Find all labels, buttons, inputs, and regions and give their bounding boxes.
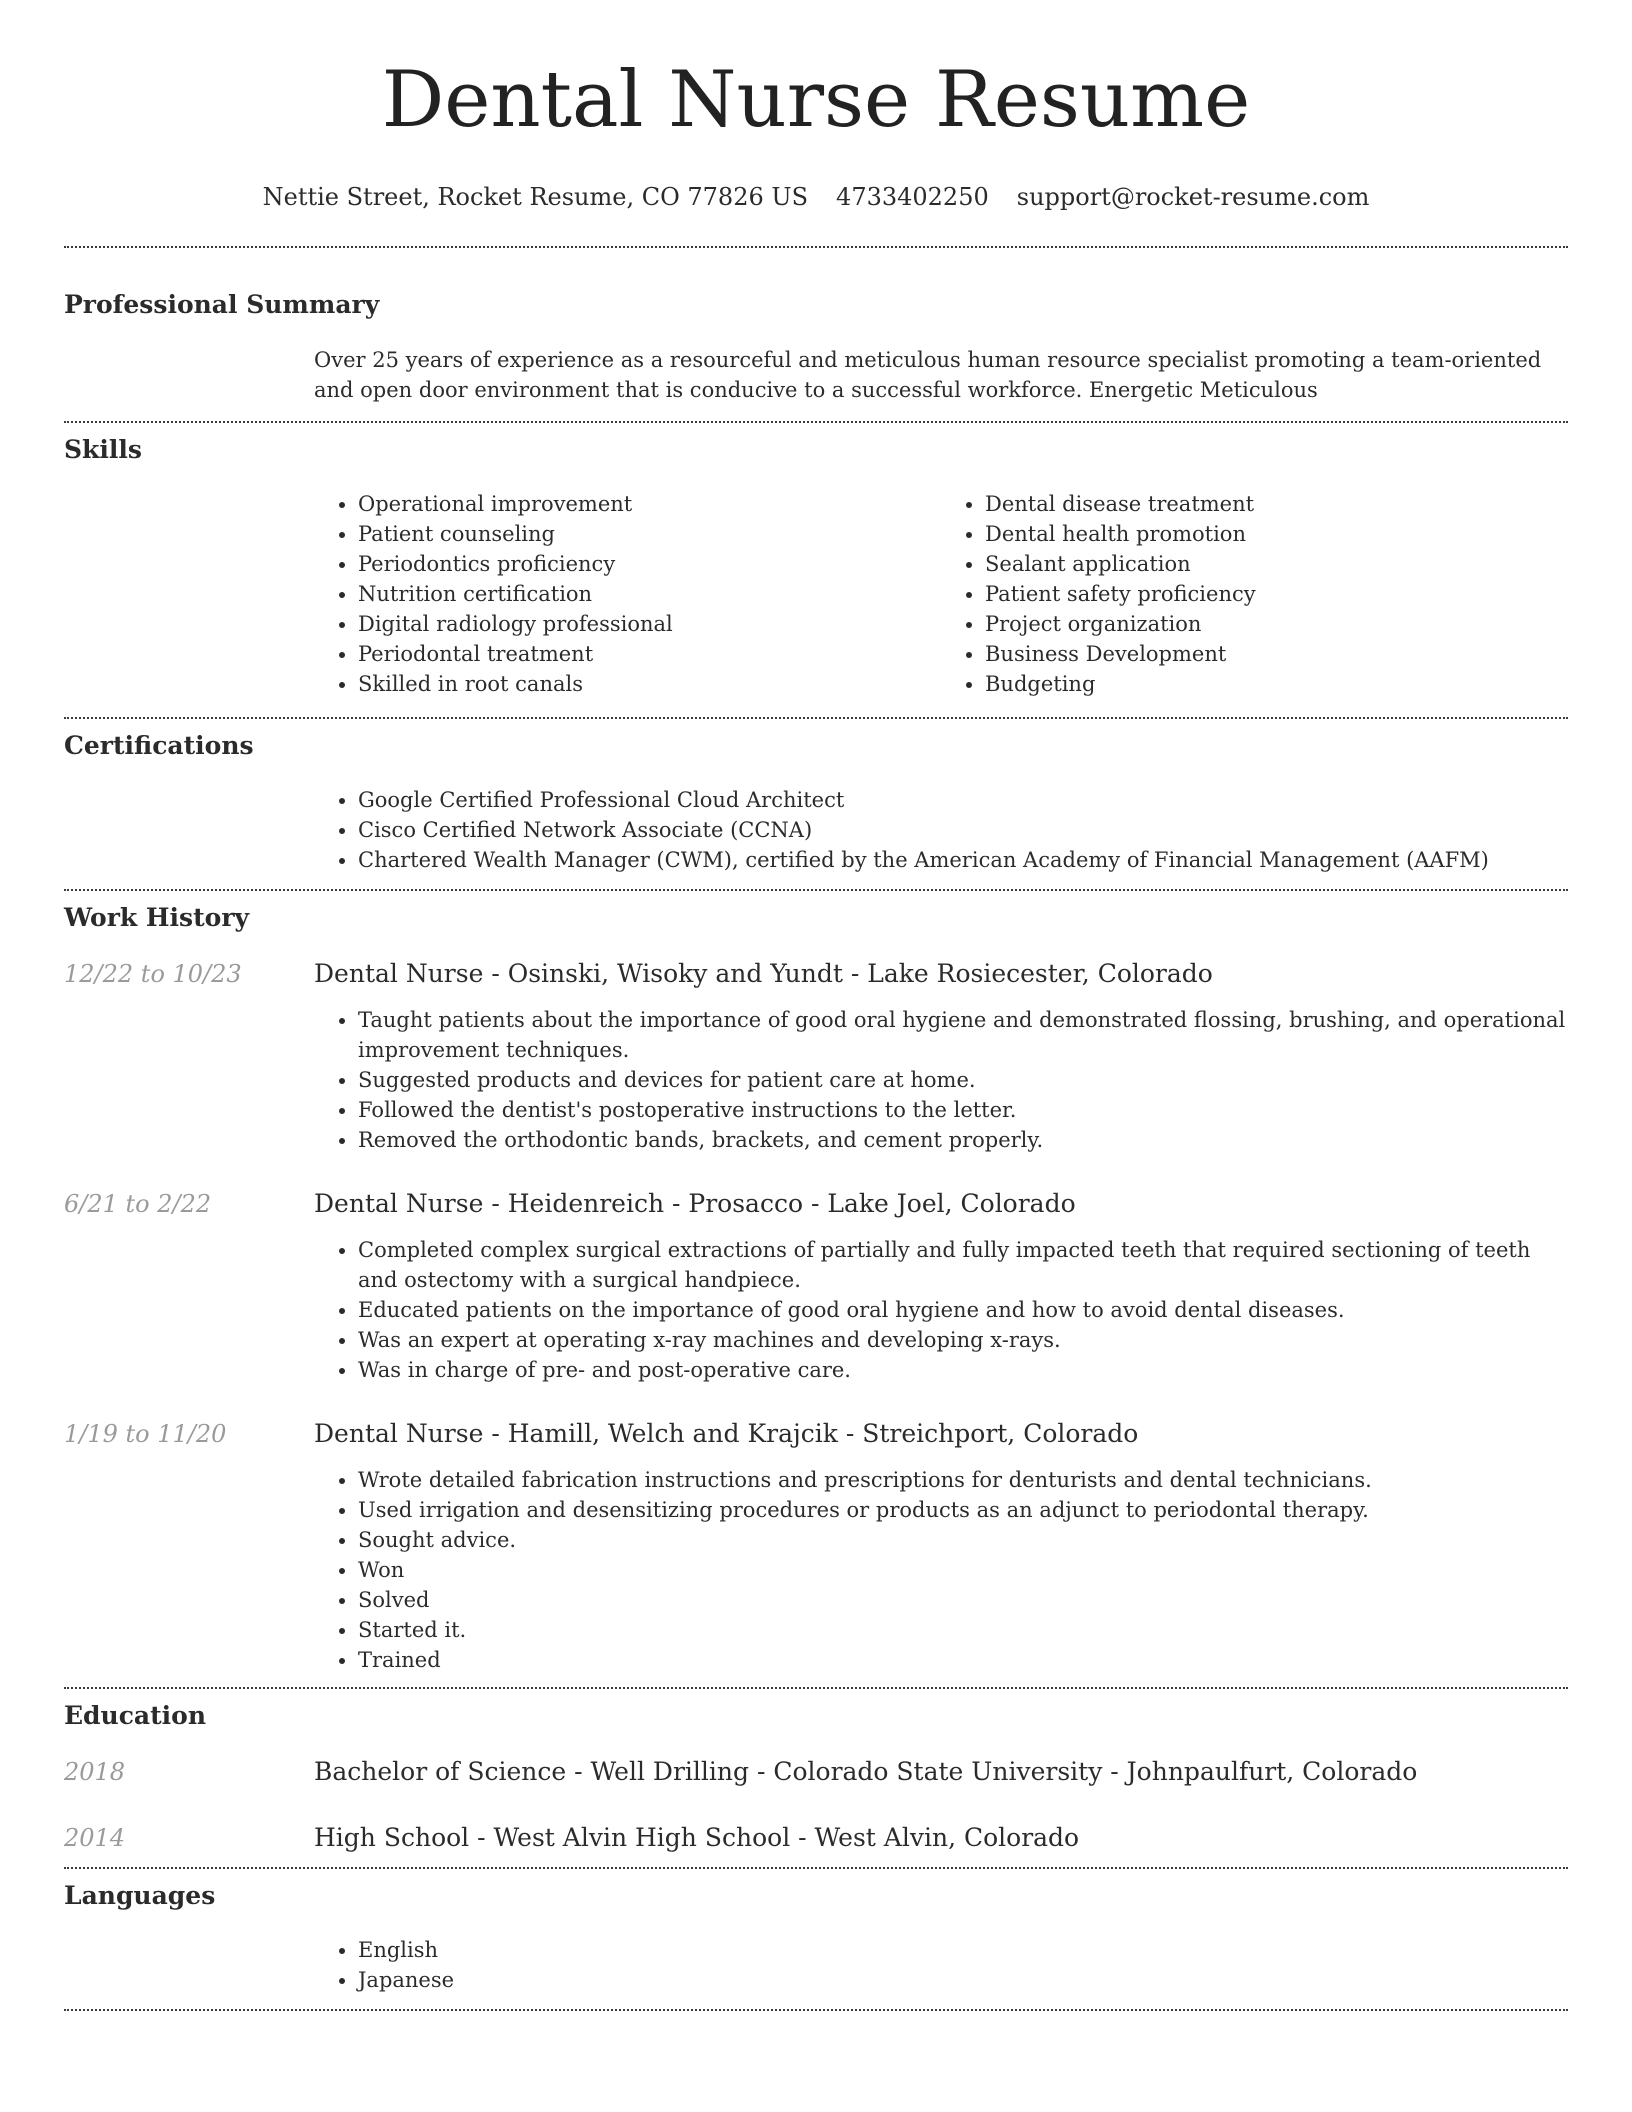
summary-text: Over 25 years of experience as a resourceful and meticulous human resource specialist promoting a team-oriented and open door environment that is conducive to a successful workforce. Energetic Meticulous [314,348,1542,402]
skill-item: • Dental health promotion [985,519,1568,549]
skill-item: • Periodontics proficiency [358,549,941,579]
skill-item: • Business Development [985,639,1568,669]
languages-list [314,1935,1568,1995]
job-dates: 12/22 to 10/23 [64,960,242,988]
job-title: Dental Nurse - Osinski, Wisoky and Yundt - Lake Rosiecester, Colorado [314,959,1213,988]
skill-item: • Dental disease treatment [985,489,1568,519]
job-header [64,1419,1568,1449]
skill-item: • Budgeting [985,669,1568,699]
job-bullet: • Wrote detailed fabrication instructions and prescriptions for denturists and dental technicians. [358,1465,1568,1495]
certifications-content [314,785,1568,875]
job-bullet: • Sought advice. [358,1525,1568,1555]
education-title: High School - West Alvin High School - West Alvin, Colorado [314,1823,1080,1852]
job-title: Dental Nurse - Hamill, Welch and Krajcik - Streichport, Colorado [314,1419,1139,1448]
certifications-heading: Certifications [64,731,254,760]
contact-address: Nettie Street, Rocket Resume, CO 77826 US [262,183,809,211]
job-details [314,1235,1568,1385]
divider [64,2009,1568,2011]
job-bullet: • Was an expert at operating x-ray machines and developing x-rays. [358,1325,1568,1355]
skills-list-left [314,489,941,699]
job-details [314,1465,1568,1675]
job-bullets [314,1465,1568,1675]
job-dates: 6/21 to 2/22 [64,1190,212,1218]
work-heading: Work History [64,903,250,932]
contact-email: support@rocket-resume.com [1016,183,1370,211]
job-bullets [314,1235,1568,1385]
skill-item: • Periodontal treatment [358,639,941,669]
language-item: • English [358,1935,1568,1965]
job-bullet: • Used irrigation and desensitizing procedures or products as an adjunct to periodontal therapy. [358,1495,1568,1525]
contact-line [64,182,1568,212]
job-bullet: • Completed complex surgical extractions of partially and fully impacted teeth that required sectioning of teeth and ostectomy with a surgical handpiece. [358,1235,1568,1295]
education-title: Bachelor of Science - Well Drilling - Colorado State University - Johnpaulfurt, Colorado [314,1757,1418,1786]
skills-columns [314,489,1568,699]
job-entry [64,959,1568,1155]
skill-item: • Operational improvement [358,489,941,519]
job-header [64,1189,1568,1219]
education-year: 2018 [64,1758,126,1786]
education-year: 2014 [64,1824,126,1852]
languages-section [64,1869,1568,2009]
certifications-list [314,785,1568,875]
summary-section [64,248,1568,421]
certification-item: • Cisco Certified Network Associate (CCNA) [358,815,1568,845]
job-bullet: • Followed the dentist's postoperative instructions to the letter. [358,1095,1568,1125]
skills-section [64,423,1568,717]
skill-item: • Patient counseling [358,519,941,549]
job-bullet: • Taught patients about the importance of good oral hygiene and demonstrated flossing, brushing, and operational improvement techniques. [358,1005,1568,1065]
job-bullet: • Educated patients on the importance of good oral hygiene and how to avoid dental diseases. [358,1295,1568,1325]
contact-phone: 4733402250 [836,183,989,211]
skill-item: • Project organization [985,609,1568,639]
job-bullet: • Trained [358,1645,1568,1675]
job-bullets [314,1005,1568,1155]
certification-item: • Chartered Wealth Manager (CWM), certified by the American Academy of Financial Management (AAFM) [358,845,1568,875]
education-entry [64,1823,1568,1853]
languages-heading: Languages [64,1881,216,1910]
summary-heading: Professional Summary [64,290,380,319]
job-bullet: • Solved [358,1585,1568,1615]
education-entry [64,1757,1568,1787]
skills-list-right [941,489,1568,699]
resume-title: Dental Nurse Resume [381,55,1251,145]
certification-item: • Google Certified Professional Cloud Architect [358,785,1568,815]
job-header [64,959,1568,989]
languages-content [314,1935,1568,1995]
certifications-section [64,719,1568,889]
education-section [64,1689,1568,1867]
job-dates: 1/19 to 11/20 [64,1420,227,1448]
job-entry [64,1419,1568,1675]
job-bullet: • Started it. [358,1615,1568,1645]
skill-item: • Digital radiology professional [358,609,941,639]
skill-item: • Nutrition certification [358,579,941,609]
skills-heading: Skills [64,435,142,464]
education-heading: Education [64,1701,207,1730]
job-bullet: • Removed the orthodontic bands, brackets, and cement properly. [358,1125,1568,1155]
job-bullet: • Was in charge of pre- and post-operative care. [358,1355,1568,1385]
skill-item: • Sealant application [985,549,1568,579]
language-item: • Japanese [358,1965,1568,1995]
job-bullet: • Suggested products and devices for patient care at home. [358,1065,1568,1095]
job-entry [64,1189,1568,1385]
job-title: Dental Nurse - Heidenreich - Prosacco - Lake Joel, Colorado [314,1189,1076,1218]
work-section [64,891,1568,1687]
skill-item: • Patient safety proficiency [985,579,1568,609]
job-details [314,1005,1568,1155]
skill-item: • Skilled in root canals [358,669,941,699]
job-bullet: • Won [358,1555,1568,1585]
